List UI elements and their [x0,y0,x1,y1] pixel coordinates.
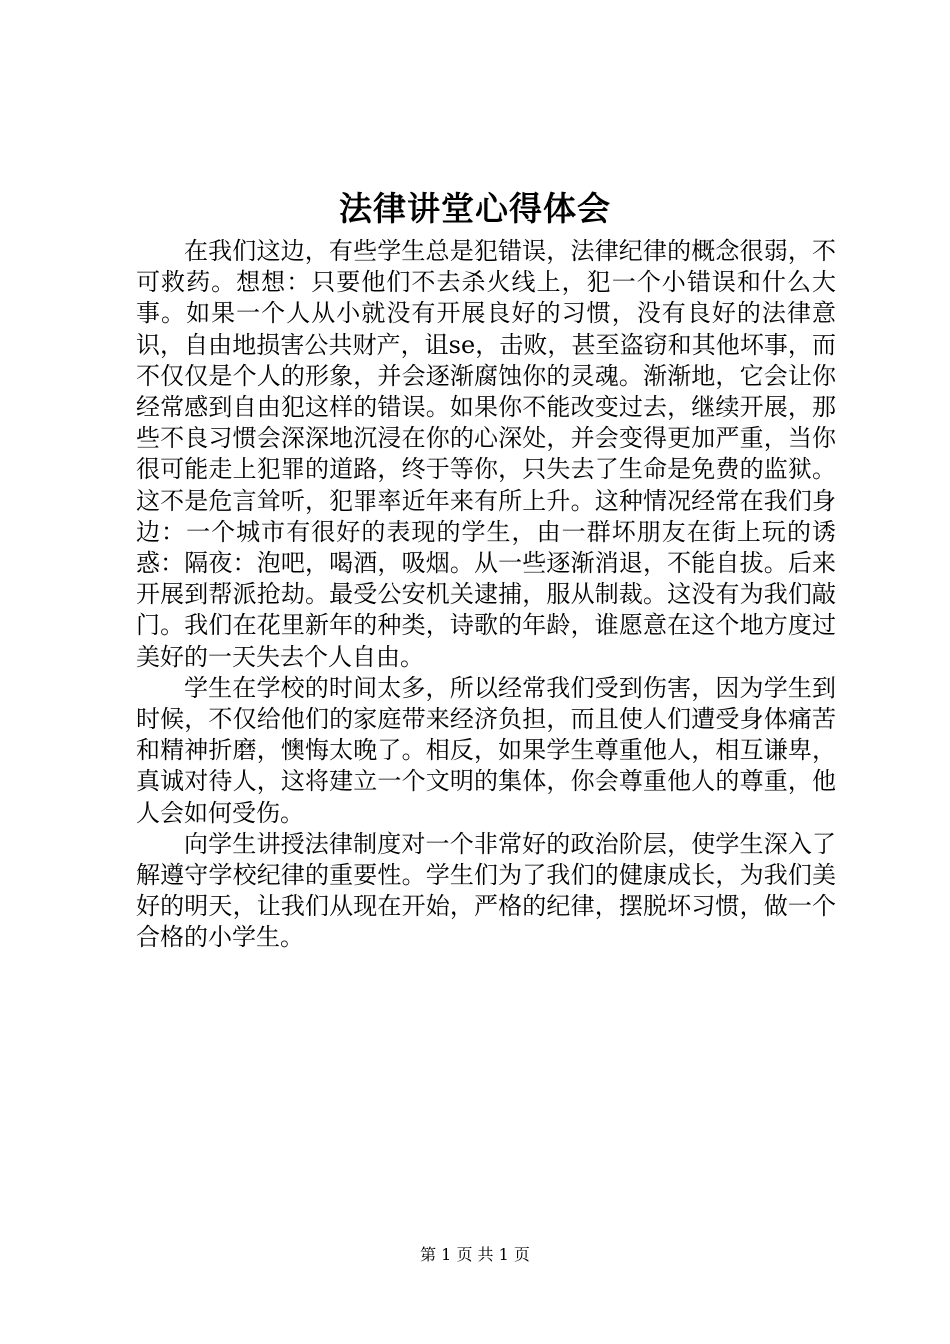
document-body [136,236,836,954]
paragraph-2: 学生在学校的时间太多，所以经常我们受到伤害，因为学生到时候，不仅给他们的家庭带来经济负担，而且使人们遭受身体痛苦和精神折磨，懊悔太晚了。相反，如果学生尊重他人，相互谦卑，真诚对待人，这将建立一个文明的集体，你会尊重他人的尊重，他人会如何受伤。 [136,673,836,827]
document-title: 法律讲堂心得体会 [339,189,611,228]
paragraph-3: 向学生讲授法律制度对一个非常好的政治阶层，使学生深入了解遵守学校纪律的重要性。学生们为了我们的健康成长，为我们美好的明天，让我们从现在开始，严格的纪律，摆脱坏习惯，做一个合格的小学生。 [136,829,836,952]
page-number-footer: 第 1 页 共 1 页 [420,1245,530,1264]
paragraph-1: 在我们这边，有些学生总是犯错误，法律纪律的概念很弱，不可救药。想想：只要他们不去杀火线上，犯一个小错误和什么大事。如果一个人从小就没有开展良好的习惯，没有良好的法律意识，自由地损害公共财产，诅se，击败，甚至盗窃和其他坏事，而不仅仅是个人的形象，并会逐渐腐蚀你的灵魂。渐渐地，它会让你经常感到自由犯这样的错误。如果你不能改变过去，继续开展，那些不良习惯会深深地沉浸在你的心深处，并会变得更加严重，当你很可能走上犯罪的道路，终于等你，只失去了生命是免费的监狱。这不是危言耸听，犯罪率近年来有所上升。这种情况经常在我们身边：一个城市有很好的表现的学生，由一群坏朋友在街上玩的诱惑：隔夜：泡吧，喝酒，吸烟。从一些逐渐消退，不能自拔。后来开展到帮派抢劫。最受公安机关逮捕，服从制裁。这没有为我们敲门。我们在花里新年的种类，诗歌的年龄，谁愿意在这个地方度过美好的一天失去个人自由。 [136,237,836,671]
